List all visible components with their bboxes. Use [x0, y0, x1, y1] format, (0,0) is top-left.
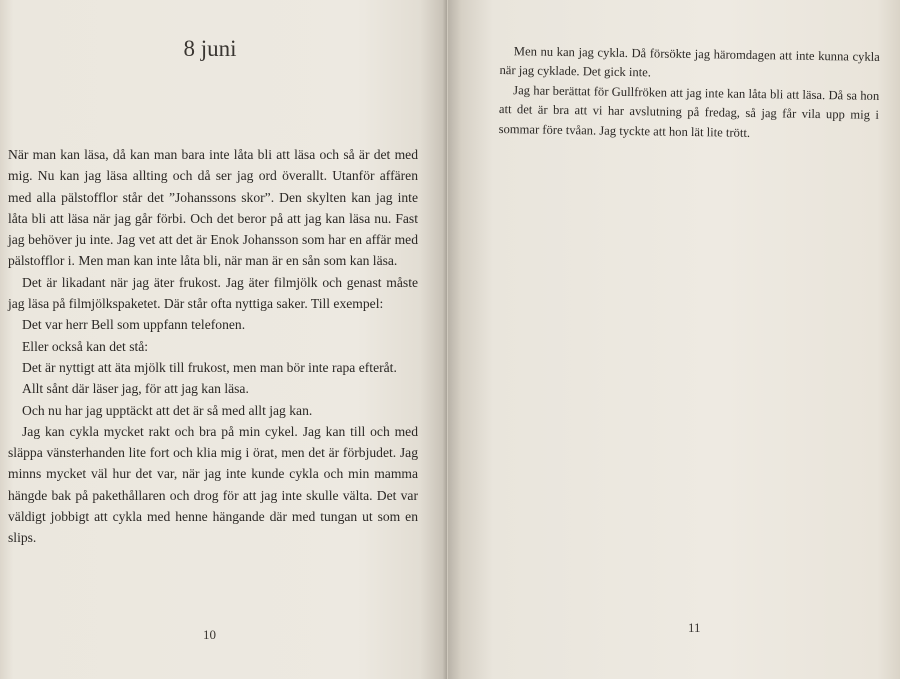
- paragraph: Jag kan cykla mycket rakt och bra på min cykel. Jag kan till och med släppa vänsterhanden lite fort och klia mig i örat, men det är förbjudet. Jag minns mycket väl hur det var, när jag inte kunde cykla och min mamma hängde bak på pakethållaren och drog för att jag inte skulle välta. Det var väldigt jobbigt att cykla med henne hängande där med tungan ut som en slips.: [8, 423, 418, 546]
- paragraph: När man kan läsa, då kan man bara inte låta bli att läsa och så är det med mig. Nu kan jag läsa allting och då ser jag ord överallt. Utanför affären med alla pälstofflor står det ”Johanssons skor”. Den skylten kan jag inte låta bli att läsa när jag går förbi. Och det beror på att jag kan läsa nu. Fast jag behöver ju inte. Jag vet att det är Enok Johansson som har en affär med pälstofflor i. Men man kan inte låta bli, när man är en sån som kan läsa.: [8, 147, 418, 269]
- page-number-left: 10: [203, 627, 216, 642]
- right-page-body: [498, 42, 879, 145]
- paragraph: Det är likadant när jag äter frukost. Jag äter filmjölk och genast måste jag läsa på filmjölkspaketet. Där står ofta nyttiga saker. Till exempel:: [8, 274, 418, 312]
- paragraph: Men nu kan jag cykla. Då försökte jag häromdagen att inte kunna cykla när jag cyklade. Det gick inte.: [499, 44, 880, 80]
- chapter-title: 8 juni: [183, 36, 237, 61]
- paragraph: Och nu har jag upptäckt att det är så med allt jag kan.: [22, 402, 313, 418]
- page-number-right: 11: [688, 620, 701, 635]
- paragraph: Allt sånt där läser jag, för att jag kan läsa.: [22, 381, 249, 397]
- paragraph: Det var herr Bell som uppfann telefonen.: [22, 317, 246, 333]
- paragraph: Det är nyttigt att äta mjölk till frukost, men man bör inte rapa efteråt.: [22, 359, 397, 375]
- left-page: [0, 0, 447, 679]
- left-page-body: [8, 144, 418, 549]
- paragraph: Jag har berättat för Gullfröken att jag inte kan låta bli att läsa. Då sa hon att det är bra att vi har avslutning på fredag, så jag får vila upp mig i sommar före tvåan. Jag tyckte att hon lät lite trött.: [498, 83, 880, 140]
- right-page: [448, 0, 900, 679]
- paragraph: Eller också kan det stå:: [22, 338, 149, 354]
